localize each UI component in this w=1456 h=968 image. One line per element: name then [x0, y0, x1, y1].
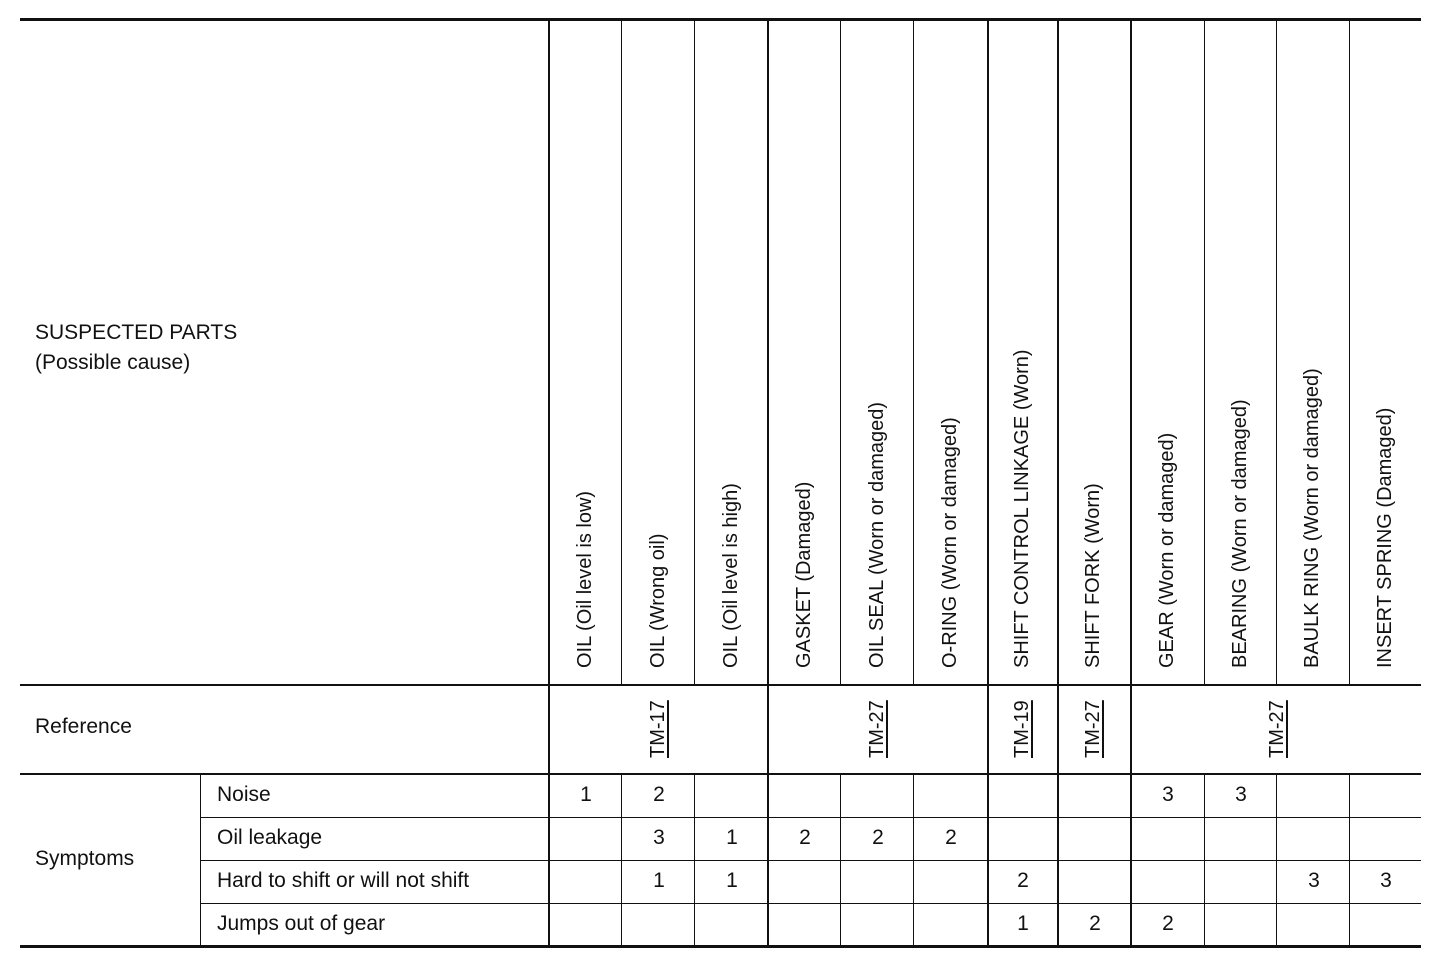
- col-rule: [840, 18, 841, 685]
- col-rule: [621, 774, 622, 946]
- col-rule: [913, 18, 914, 685]
- column-header: OIL (Oil level is high): [720, 483, 742, 668]
- col-rule: [987, 18, 989, 948]
- priority-cell: 1: [653, 869, 665, 892]
- col-rule: [694, 18, 695, 685]
- column-header: GASKET (Damaged): [793, 481, 815, 668]
- rule-row-3: [201, 903, 1421, 904]
- col-rule: [1130, 18, 1132, 948]
- priority-cell: 2: [1017, 869, 1029, 892]
- column-header: OIL (Oil level is low): [574, 490, 596, 668]
- reference-link-fork[interactable]: TM-27: [1082, 700, 1104, 758]
- symptom-label-rule: [200, 774, 201, 946]
- column-header: BEARING (Worn or damaged): [1229, 399, 1251, 668]
- rule-top: [20, 18, 1421, 21]
- rule-header-bottom: [20, 684, 1421, 686]
- priority-cell: 1: [1017, 912, 1029, 935]
- reference-label: Reference: [35, 715, 132, 738]
- col-rule: [1349, 774, 1350, 946]
- priority-cell: 1: [726, 869, 738, 892]
- priority-cell: 3: [1308, 869, 1320, 892]
- symptom-name: Jumps out of gear: [217, 912, 386, 935]
- priority-cell: 2: [1089, 912, 1101, 935]
- col-rule: [840, 774, 841, 946]
- symptom-name: Noise: [217, 783, 271, 806]
- symptom-name: Oil leakage: [217, 826, 323, 849]
- col-rule: [1276, 18, 1277, 685]
- col-rule: [1204, 18, 1205, 685]
- column-header: OIL SEAL (Worn or damaged): [866, 401, 888, 668]
- priority-cell: 3: [1235, 783, 1247, 806]
- col-rule: [1204, 774, 1205, 946]
- reference-link-linkage[interactable]: TM-19: [1011, 700, 1033, 758]
- rule-bottom: [20, 945, 1421, 948]
- col-rule: [1349, 18, 1350, 685]
- column-header: O-RING (Worn or damaged): [939, 417, 961, 668]
- reference-link-seal[interactable]: TM-27: [866, 700, 888, 758]
- column-header: OIL (Wrong oil): [647, 533, 669, 668]
- reference-link-oil[interactable]: TM-17: [647, 700, 669, 758]
- col-rule: [621, 18, 622, 685]
- priority-cell: 1: [580, 783, 592, 806]
- symptom-name: Hard to shift or will not shift: [217, 869, 470, 892]
- col-rule: [548, 18, 550, 948]
- priority-cell: 3: [1162, 783, 1174, 806]
- priority-cell: 3: [653, 826, 665, 849]
- column-header: BAULK RING (Worn or damaged): [1301, 368, 1323, 668]
- priority-cell: 2: [653, 783, 665, 806]
- col-rule: [767, 18, 769, 948]
- col-rule: [694, 774, 695, 946]
- col-rule: [913, 774, 914, 946]
- column-header: SHIFT FORK (Worn): [1082, 483, 1104, 668]
- rule-reference-bottom: [20, 773, 1421, 775]
- priority-cell: 2: [799, 826, 811, 849]
- col-rule: [1276, 774, 1277, 946]
- priority-cell: 2: [1162, 912, 1174, 935]
- suspected-parts-subtitle: (Possible cause): [35, 351, 191, 374]
- priority-cell: 3: [1380, 869, 1392, 892]
- suspected-parts-title: SUSPECTED PARTS: [35, 321, 238, 344]
- symptoms-label: Symptoms: [35, 847, 135, 870]
- column-header: INSERT SPRING (Damaged): [1374, 407, 1396, 668]
- col-rule: [1057, 18, 1059, 948]
- symptom-table: [20, 18, 1421, 948]
- reference-link-gear[interactable]: TM-27: [1266, 700, 1288, 758]
- priority-cell: 2: [872, 826, 884, 849]
- priority-cell: 1: [726, 826, 738, 849]
- column-header: SHIFT CONTROL LINKAGE (Worn): [1011, 349, 1033, 668]
- column-header: GEAR (Worn or damaged): [1156, 432, 1178, 668]
- rule-row-1: [201, 817, 1421, 818]
- priority-cell: 2: [945, 826, 957, 849]
- rule-row-2: [201, 860, 1421, 861]
